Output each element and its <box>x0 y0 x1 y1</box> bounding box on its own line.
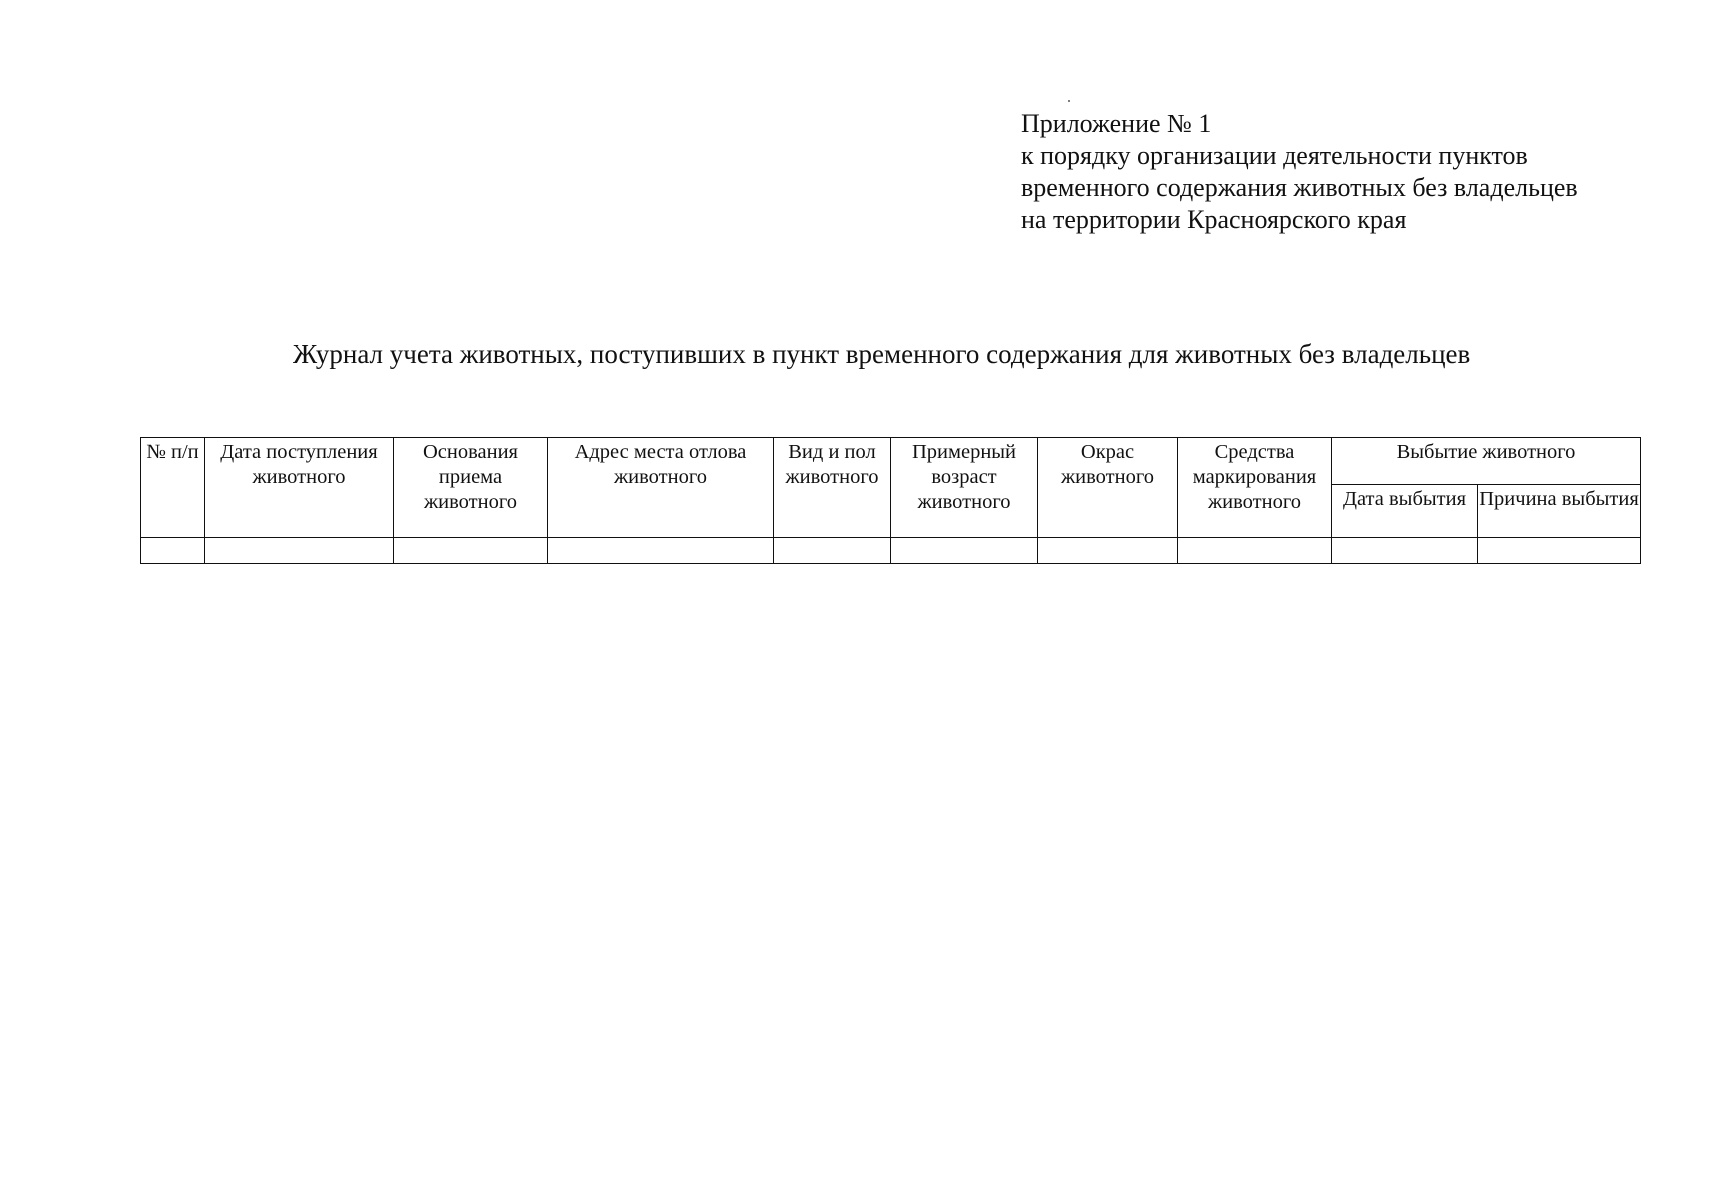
header-departure-reason: Причина выбытия <box>1478 485 1641 538</box>
header-species-sex: Вид и пол животного <box>774 438 891 538</box>
table-cell <box>548 538 774 564</box>
table-cell <box>1332 538 1478 564</box>
animal-journal-table <box>140 437 1641 564</box>
appendix-line-2: к порядку организации деятельности пунктов <box>1021 141 1528 170</box>
table-cell <box>774 538 891 564</box>
appendix-line-1: Приложение № 1 <box>1021 109 1212 138</box>
table-cell <box>1478 538 1641 564</box>
header-departure-date: Дата выбытия <box>1332 485 1478 538</box>
table-cell <box>891 538 1038 564</box>
table-cell <box>1178 538 1332 564</box>
header-departure: Выбытие животного <box>1332 438 1641 485</box>
header-date-received: Дата поступления животного <box>205 438 394 538</box>
document-title: Журнал учета животных, поступивших в пункт временного содержания для животных без владельцев <box>293 339 1471 369</box>
table-cell <box>205 538 394 564</box>
scan-artifact-dot <box>1068 100 1070 102</box>
header-approx-age: Примерный возраст животного <box>891 438 1038 538</box>
table-row <box>141 538 1641 564</box>
appendix-block <box>1021 108 1578 236</box>
table-cell <box>1038 538 1178 564</box>
header-marking: Средства маркирования животного <box>1178 438 1332 538</box>
table-cell <box>141 538 205 564</box>
appendix-line-4: на территории Красноярского края <box>1021 205 1407 234</box>
header-color: Окрас животного <box>1038 438 1178 538</box>
table-header-row <box>141 438 1641 485</box>
table-cell <box>394 538 548 564</box>
header-capture-address: Адрес места отлова животного <box>548 438 774 538</box>
appendix-line-3: временного содержания животных без владельцев <box>1021 173 1578 202</box>
header-basis: Основания приема животного <box>394 438 548 538</box>
header-num: № п/п <box>141 438 205 538</box>
